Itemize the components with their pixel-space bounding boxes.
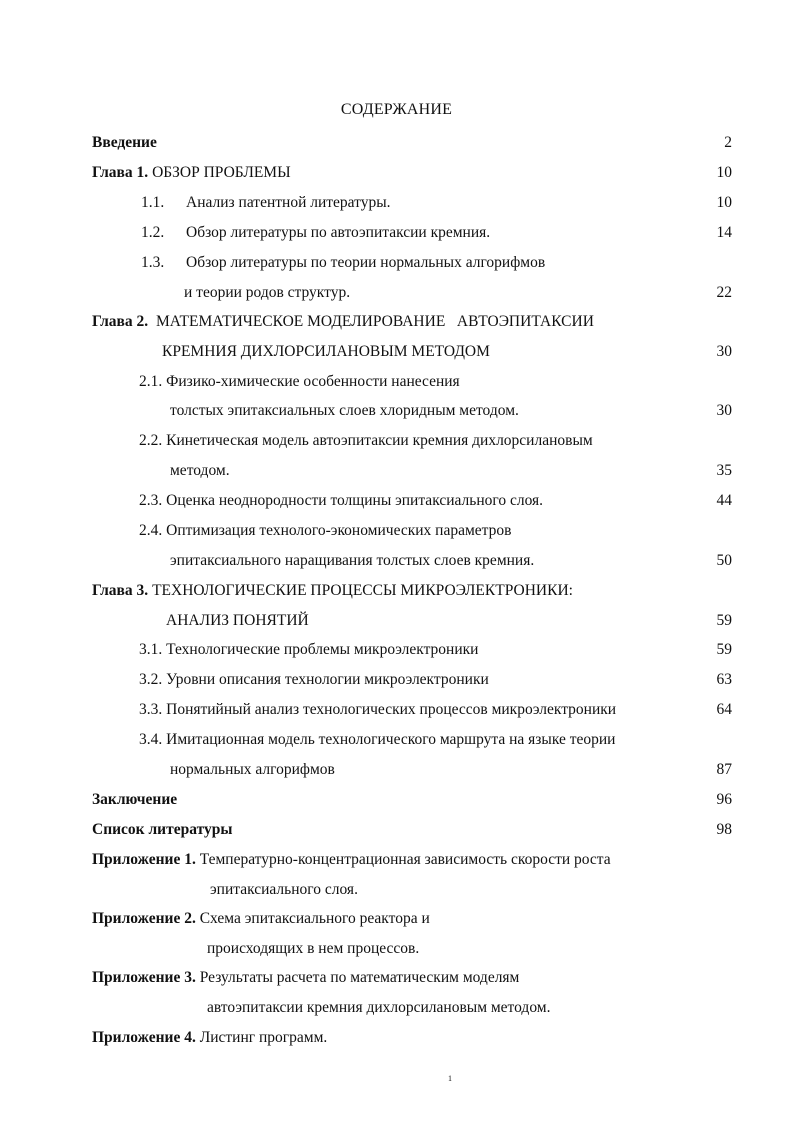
- toc-1-2-page: 14: [716, 224, 732, 241]
- toc-2-2-text: 2.2. Кинетическая модель автоэпитаксии кремния дихлорсилановым: [139, 432, 593, 449]
- toc-1-3-page: 22: [716, 284, 732, 301]
- toc-app3-text-cont: автоэпитаксии кремния дихлорсилановым методом.: [207, 999, 551, 1016]
- toc-2-2-page: 35: [716, 462, 732, 479]
- toc-2-4-text-cont: эпитаксиального наращивания толстых слоев кремния.: [170, 552, 535, 569]
- toc-ch2-title: МАТЕМАТИЧЕСКОЕ МОДЕЛИРОВАНИЕ АВТОЭПИТАКСИИ: [155, 313, 594, 330]
- toc-app4-text: Листинг программ.: [199, 1029, 328, 1046]
- toc-2-2-text-cont: методом.: [170, 462, 230, 479]
- toc-1-1-num: 1.1.: [141, 194, 165, 211]
- toc-intro-page: 2: [724, 134, 732, 151]
- toc-app3: [92, 968, 519, 988]
- toc-2-1-text-cont: толстых эпитаксиальных слоев хлоридным методом.: [170, 402, 519, 419]
- toc-app1-text: Температурно-концентрационная зависимость скорости роста: [199, 851, 611, 868]
- toc-3-1-text: 3.1. Технологические проблемы микроэлектроники: [139, 641, 479, 658]
- toc-2-3-text: 2.3. Оценка неоднородности толщины эпитаксиального слоя.: [139, 492, 544, 509]
- toc-app1: [92, 850, 611, 870]
- toc-3-4-text-cont: нормальных алгорифмов: [170, 761, 335, 778]
- toc-ch3-heading: [92, 581, 573, 601]
- toc-ch2-prefix: Глава 2.: [92, 313, 149, 330]
- toc-app1-text-cont: эпитаксиального слоя.: [210, 881, 358, 898]
- toc-2-3-page: 44: [716, 492, 732, 509]
- toc-ch3-title: ТЕХНОЛОГИЧЕСКИЕ ПРОЦЕССЫ МИКРОЭЛЕКТРОНИКИ:: [152, 582, 573, 599]
- toc-3-4-text: 3.4. Имитационная модель технологического маршрута на языке теории: [139, 731, 616, 748]
- toc-ch1-prefix: Глава 1.: [92, 164, 149, 181]
- toc-ch1-title: ОБЗОР ПРОБЛЕМЫ: [152, 164, 291, 181]
- toc-ch2-page: 30: [716, 343, 732, 360]
- toc-app3-prefix: Приложение 3.: [92, 969, 196, 986]
- toc-2-1-text: 2.1. Физико-химические особенности нанесения: [139, 373, 460, 390]
- toc-app2-text-cont: происходящих в нем процессов.: [207, 940, 420, 957]
- toc-refs-label: Список литературы: [92, 821, 233, 838]
- toc-1-3-text-cont: и теории родов структур.: [184, 284, 351, 301]
- toc-intro-label: Введение: [92, 134, 157, 151]
- toc-1-1-page: 10: [716, 194, 732, 211]
- toc-ch3-prefix: Глава 3.: [92, 582, 149, 599]
- toc-3-3-page: 64: [716, 701, 732, 718]
- toc-app2-text: Схема эпитаксиального реактора и: [199, 910, 430, 927]
- toc-ch3-title-cont: АНАЛИЗ ПОНЯТИЙ: [166, 612, 309, 629]
- toc-app2-prefix: Приложение 2.: [92, 910, 196, 927]
- toc-app4-prefix: Приложение 4.: [92, 1029, 196, 1046]
- toc-1-1-text: Анализ патентной литературы.: [186, 194, 391, 211]
- toc-1-3-text: Обзор литературы по теории нормальных алгорифмов: [186, 254, 546, 271]
- toc-1-2-text: Обзор литературы по автоэпитаксии кремния.: [186, 224, 491, 241]
- toc-conclusion-label: Заключение: [92, 791, 178, 808]
- toc-1-3-num: 1.3.: [141, 254, 165, 271]
- page-number: 1: [448, 1074, 452, 1083]
- toc-1-2-num: 1.2.: [141, 224, 165, 241]
- toc-ch1-heading: [92, 163, 291, 183]
- toc-3-1-page: 59: [716, 641, 732, 658]
- toc-2-4-page: 50: [716, 552, 732, 569]
- toc-title: СОДЕРЖАНИЕ: [340, 101, 453, 118]
- toc-2-4-text: 2.4. Оптимизация технолого-экономических параметров: [139, 522, 512, 539]
- toc-3-3-text: 3.3. Понятийный анализ технологических процессов микроэлектроники: [139, 701, 617, 718]
- toc-3-2-text: 3.2. Уровни описания технологии микроэлектроники: [139, 671, 489, 688]
- toc-ch2-title-cont: КРЕМНИЯ ДИХЛОРСИЛАНОВЫМ МЕТОДОМ: [162, 343, 490, 360]
- toc-2-1-page: 30: [716, 402, 732, 419]
- toc-ch2-heading: [92, 312, 594, 332]
- toc-3-4-page: 87: [716, 761, 732, 778]
- toc-app2: [92, 909, 430, 929]
- toc-conclusion-page: 96: [716, 791, 732, 808]
- toc-ch1-page: 10: [716, 164, 732, 181]
- toc-app4: [92, 1028, 327, 1048]
- toc-refs-page: 98: [716, 821, 732, 838]
- toc-ch3-page: 59: [716, 612, 732, 629]
- toc-app1-prefix: Приложение 1.: [92, 851, 196, 868]
- toc-app3-text: Результаты расчета по математическим моделям: [199, 969, 520, 986]
- toc-3-2-page: 63: [716, 671, 732, 688]
